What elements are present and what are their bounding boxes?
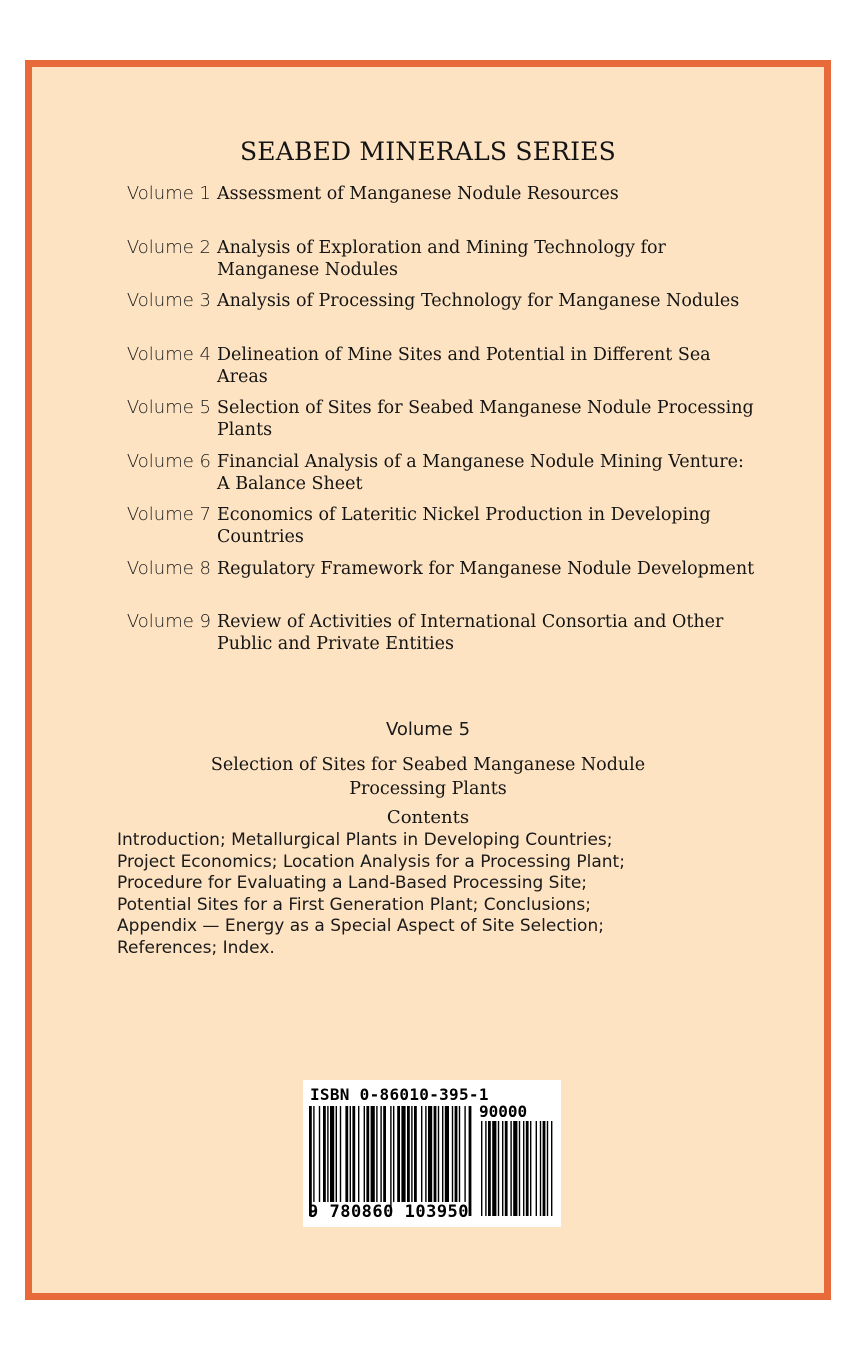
barcode-bar [421, 1106, 422, 1202]
barcode-bar [358, 1106, 359, 1202]
volume-title: Economics of Lateritic Nickel Production in Developing Countries [217, 505, 711, 547]
addon-bar [485, 1121, 486, 1216]
volume-title: Analysis of Exploration and Mining Technology for Manganese Nodules [217, 237, 666, 280]
volume-number: Volume 1 [126, 183, 211, 204]
back-cover [25, 60, 831, 1300]
barcode-bar [411, 1106, 412, 1202]
volume-title: Assessment of Manganese Nodule Resources [217, 184, 619, 204]
list-item [117, 397, 767, 451]
book-title: Selection of Sites for Seabed Manganese Nodule Processing Plants [210, 755, 646, 799]
barcode-bar [434, 1106, 437, 1202]
barcode-bar [469, 1106, 472, 1216]
barcode-bar [366, 1106, 369, 1202]
addon-bar [498, 1121, 499, 1216]
addon-bar [510, 1121, 511, 1216]
addon-bar [530, 1121, 531, 1216]
list-item [117, 558, 767, 612]
barcode-bar [380, 1106, 381, 1202]
volume-number: Volume 2 [126, 236, 211, 258]
barcode-bar [327, 1106, 328, 1202]
addon-bar [481, 1121, 482, 1216]
barcode-bar [376, 1106, 377, 1202]
addon-bar [526, 1121, 529, 1216]
volume-title: Selection of Sites for Seabed Manganese Nodule Processing Plants [217, 398, 754, 440]
volume-title: Financial Analysis of a Manganese Nodule Mining Venture: A Balance Sheet [217, 451, 744, 494]
barcode-bar [452, 1106, 453, 1202]
barcode-bar [313, 1106, 314, 1202]
barcode-bar [383, 1106, 386, 1202]
series-title: SEABED MINERALS SERIES [239, 137, 617, 166]
barcode-bar [442, 1106, 443, 1202]
barcode-bar [393, 1106, 394, 1202]
volume-number: Volume 3 [126, 290, 211, 311]
barcode-bar [464, 1106, 465, 1202]
addon-bar [547, 1121, 548, 1216]
barcode-bar [390, 1106, 391, 1216]
volume-title: Regulatory Framework for Manganese Nodule Development [217, 558, 755, 579]
barcode-bar [438, 1106, 439, 1202]
barcode-bar [428, 1106, 432, 1202]
volume-number: Volume 4 [126, 343, 211, 365]
barcode-bar [330, 1106, 334, 1202]
barcode-bar [319, 1106, 320, 1202]
addon-bar [551, 1121, 552, 1216]
isbn-barcode [303, 1080, 561, 1227]
barcode-bar [459, 1106, 460, 1202]
barcode-bar [352, 1106, 355, 1202]
barcode-bar [364, 1106, 365, 1202]
volume-number: Volume 8 [126, 557, 211, 579]
barcode-bar [336, 1106, 337, 1202]
list-item [117, 451, 767, 505]
barcode-bar [309, 1106, 312, 1216]
list-item [117, 611, 767, 665]
volume-number: Volume 6 [126, 450, 211, 472]
list-item [117, 183, 767, 237]
barcode-bar [414, 1106, 417, 1202]
barcode-bar [445, 1106, 449, 1202]
addon-bar [523, 1121, 524, 1216]
volume-title: Review of Activities of International Consortia and Other Public and Private Entities [217, 612, 724, 654]
list-item [117, 344, 767, 398]
volume-number: Volume 9 [126, 611, 211, 632]
addon-bar [505, 1121, 508, 1216]
volume-list [117, 183, 767, 665]
addon-bar [502, 1121, 503, 1216]
barcode-bar [407, 1106, 410, 1202]
barcode-bar [323, 1106, 326, 1202]
ean-number: 9 780860 103950 [308, 1202, 470, 1222]
contents-heading: Contents [386, 807, 470, 828]
addon-bar [543, 1121, 546, 1216]
book-volume-label: Volume 5 [385, 719, 471, 740]
list-item [117, 237, 767, 291]
barcode-bar [397, 1106, 400, 1202]
list-item [117, 504, 767, 558]
barcode-bar [401, 1106, 405, 1202]
barcode-bar [455, 1106, 458, 1202]
list-item [117, 290, 767, 344]
isbn-number: ISBN 0-86010-395-1 [310, 1085, 489, 1104]
addon-bar [540, 1121, 541, 1216]
addon-bar [492, 1121, 496, 1216]
contents-text: Introduction; Metallurgical Plants in Developing Countries; Project Economics; Location Analysis for a Processing Plant; Procedure for Evaluating a Land-Based Processing Site; Potential Sites for a First Generation Plant; Conclusions; Appendix — Energy as a Special Aspect of Site Selection; References; Index. [117, 830, 625, 958]
volume-title: Analysis of Processing Technology for Manganese Nodules [217, 291, 740, 311]
addon-bar [488, 1121, 491, 1216]
addon-bar [536, 1121, 537, 1216]
barcode-bar [371, 1106, 375, 1202]
barcode-bar [340, 1106, 341, 1202]
barcode-bar [425, 1106, 426, 1202]
volume-number: Volume 5 [126, 397, 211, 418]
barcode-bar [350, 1106, 351, 1202]
barcode-bar [345, 1106, 348, 1202]
volume-number: Volume 7 [126, 504, 211, 525]
addon-bar [519, 1121, 520, 1216]
addon-bar [513, 1121, 517, 1216]
price-code: 90000 [479, 1102, 528, 1121]
volume-title: Delineation of Mine Sites and Potential in Different Sea Areas [217, 344, 711, 387]
